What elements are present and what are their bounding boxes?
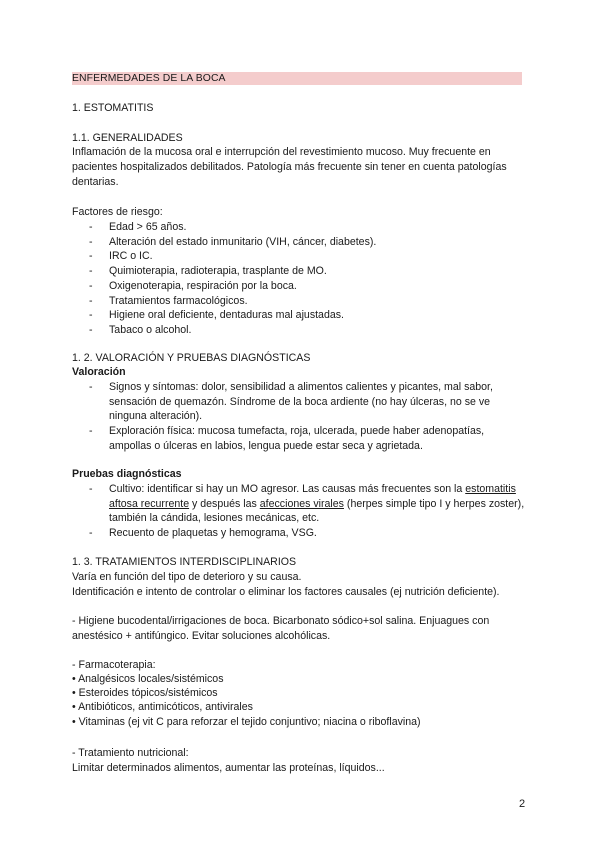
list-item: • Esteroides tópicos/sistémicos <box>72 687 218 700</box>
list-item: - Edad > 65 años. <box>89 221 187 233</box>
list-item: - Exploración física: mucosa tumefacta, roja, ulcerada, puede haber adenopatías, ampollas o úlceras en labios, lengua puede estar seca y agrietada. <box>89 425 485 452</box>
list-item: - Higiene oral deficiente, dentaduras mal ajustadas. <box>89 309 344 322</box>
pruebas-label: Pruebas diagnósticas <box>72 468 182 480</box>
valoracion-label: Valoración <box>72 366 126 378</box>
subsection-heading-tratamientos: 1. 3. TRATAMIENTOS INTERDISCIPLINARIOS <box>72 556 297 568</box>
list-item: - IRC o IC. <box>89 250 153 263</box>
pruebas-list <box>87 482 527 541</box>
list-item: - Signos y síntomas: dolor, sensibilidad a alimentos calientes y picantes, mal sabor, sensación de quemazón. Síndrome de la boca ardiente (no hay úlceras, no se ve ninguna alteración). <box>89 381 493 423</box>
risk-factors-label: Factores de riesgo: <box>72 206 163 218</box>
list-item: - Tratamientos farmacológicos. <box>89 294 248 307</box>
underlined-term: afecciones virales <box>259 497 344 510</box>
list-item: • Analgésicos locales/sistémicos <box>72 673 224 685</box>
list-item: • Antibióticos, antimicóticos, antivirales <box>72 701 253 714</box>
list-item: - Alteración del estado inmunitario (VIH, cáncer, diabetes). <box>89 235 377 248</box>
underlined-term: estomatitis aftosa recurrente <box>109 483 516 510</box>
nutricional-label: - Tratamiento nutricional: <box>72 747 189 759</box>
list-item: - Recuento de plaquetas y hemograma, VSG. <box>89 527 317 540</box>
risk-factors-list <box>87 220 527 338</box>
document-title: ENFERMEDADES DE LA BOCA <box>72 72 522 85</box>
higiene-paragraph: - Higiene bucodental/irrigaciones de boca. Bicarbonato sódico+sol salina. Enjuagues con anestésico + antifúngico. Evitar soluciones alcohólicas. <box>72 615 490 642</box>
list-item: - Tabaco o alcohol. <box>89 323 192 336</box>
valoracion-list <box>87 380 527 454</box>
list-item: - Cultivo: identificar si hay un MO agresor. Las causas más frecuentes son la estomatitis aftosa recurrente y después las afecciones virales (herpes simple tipo I y herpes zoster), también la cándida, lesiones mecánicas, etc. <box>89 483 525 525</box>
subsection-heading-generalidades: 1.1. GENERALIDADES <box>72 132 183 144</box>
nutricional-text: Limitar determinados alimentos, aumentar las proteínas, líquidos... <box>72 762 385 774</box>
section-heading-estomatitis: 1. ESTOMATITIS <box>72 102 154 114</box>
list-item: - Oxigenoterapia, respiración por la boca. <box>89 279 297 292</box>
tratamientos-line-2: Identificación e intento de controlar o eliminar los factores causales (ej nutrición deficiente). <box>72 586 500 598</box>
farmacoterapia-label: - Farmacoterapia: <box>72 659 156 671</box>
list-item: • Vitaminas (ej vit C para reforzar el tejido conjuntivo; niacina o riboflavina) <box>72 715 421 728</box>
page-number: 2 <box>519 798 526 810</box>
subsection-heading-valoracion: 1. 2. VALORACIÓN Y PRUEBAS DIAGNÓSTICAS <box>72 352 311 364</box>
list-item: - Quimioterapia, radioterapia, trasplante de MO. <box>89 265 327 278</box>
tratamientos-line-1: Varía en función del tipo de deterioro y su causa. <box>72 571 302 583</box>
generalidades-paragraph: Inflamación de la mucosa oral e interrupción del revestimiento mucoso. Muy frecuente en pacientes hospitalizados debilitados. Patología más frecuente sin tener en cuenta patologías dentarias. <box>72 146 507 188</box>
farmacoterapia-list <box>72 672 528 729</box>
